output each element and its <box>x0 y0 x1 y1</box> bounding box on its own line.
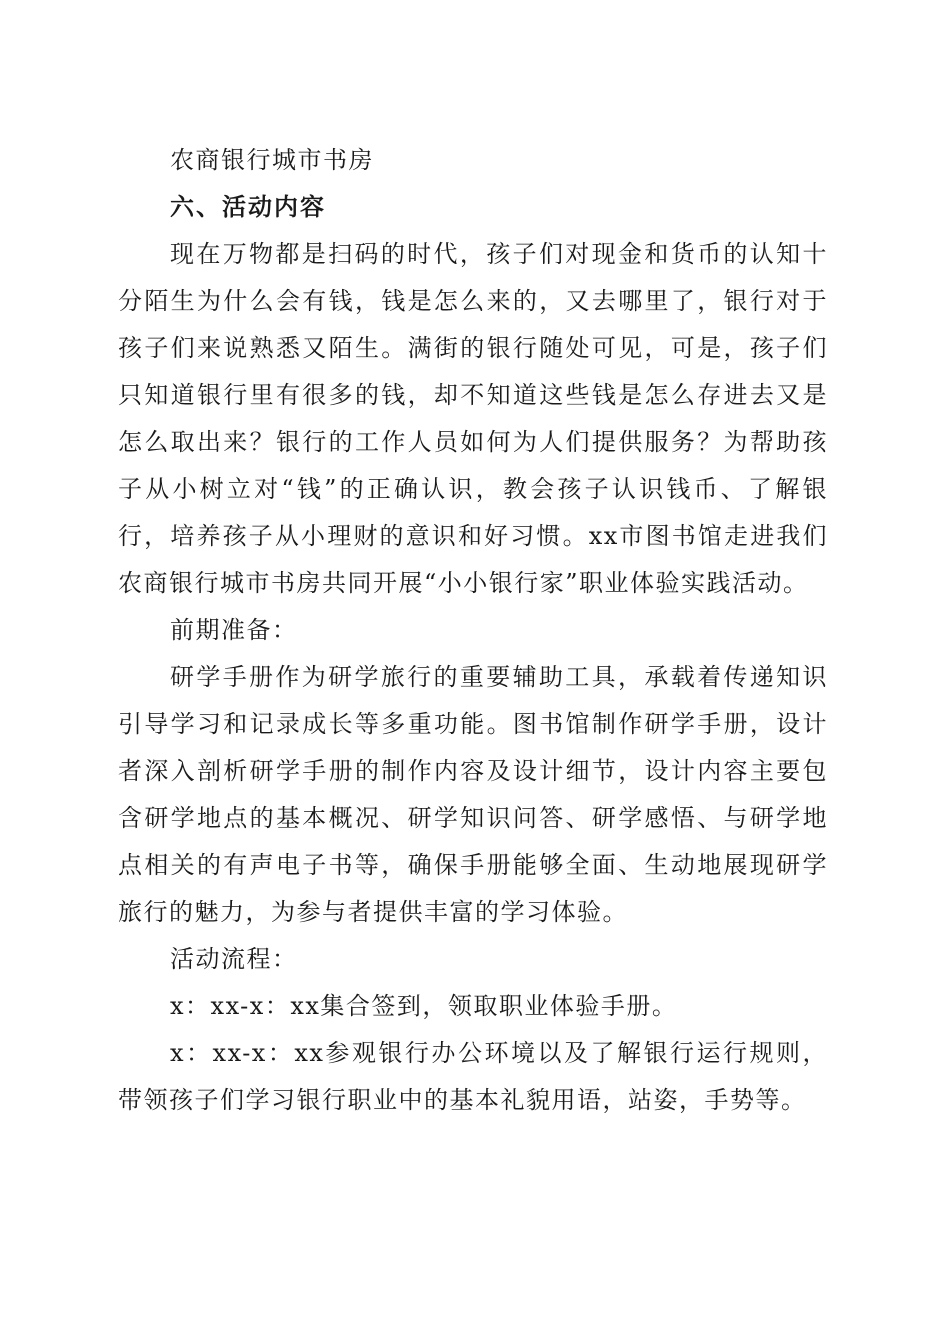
paragraph-background: 现在万物都是扫码的时代，孩子们对现金和货币的认知十分陌生为什么会有钱，钱是怎么来的，又去哪里了，银行对于孩子们来说熟悉又陌生。满街的银行随处可见，可是，孩子们只知道银行里有很多的钱，却不知道这些钱是怎么存进去又是怎么取出来？银行的工作人员如何为人们提供服务？为帮助孩子从小树立对“钱”的正确认识，教会孩子认识钱币、了解银行，培养孩子从小理财的意识和好习惯。xx市图书馆走进我们农商银行城市书房共同开展“小小银行家”职业体验实践活动。 <box>118 240 828 597</box>
paragraph-flow-step-2: x：xx-x：xx参观银行办公环境以及了解银行运行规则，带领孩子们学习银行职业中的基本礼貌用语，站姿，手势等。 <box>118 1039 828 1114</box>
section-heading-activity-content: 六、活动内容 <box>170 193 326 221</box>
document-body <box>118 137 828 1124</box>
paragraph-flow-label: 活动流程： <box>170 945 298 973</box>
paragraph-flow-step-1: x：xx-x：xx集合签到，领取职业体验手册。 <box>170 992 678 1020</box>
paragraph-location: 农商银行城市书房 <box>170 146 374 174</box>
paragraph-preparation-label: 前期准备： <box>170 616 298 644</box>
paragraph-preparation-body: 研学手册作为研学旅行的重要辅助工具，承载着传递知识引导学习和记录成长等多重功能。图书馆制作研学手册，设计者深入剖析研学手册的制作内容及设计细节，设计内容主要包含研学地点的基本概况、研学知识问答、研学感悟、与研学地点相关的有声电子书等，确保手册能够全面、生动地展现研学旅行的魅力，为参与者提供丰富的学习体验。 <box>118 663 828 926</box>
